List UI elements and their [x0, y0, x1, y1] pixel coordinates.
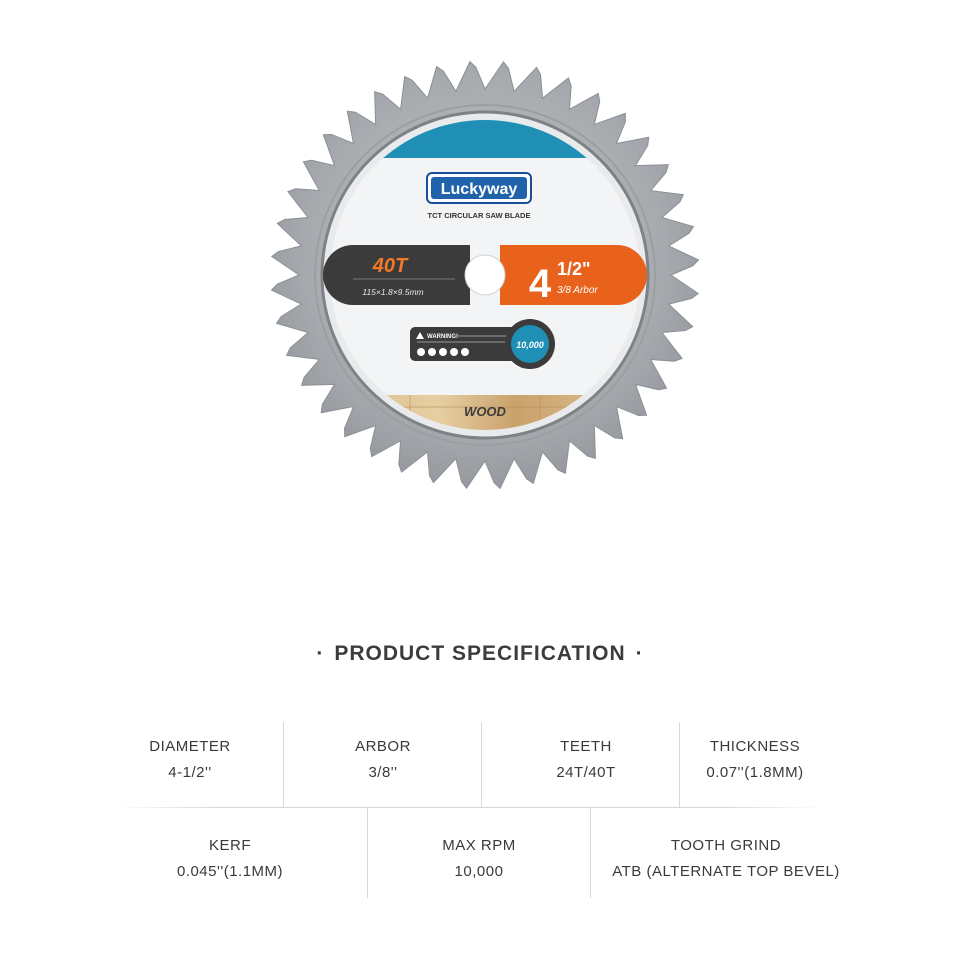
divider — [590, 808, 591, 898]
spec-title-text: PRODUCT SPECIFICATION — [334, 642, 626, 665]
spec-value: 3/8'' — [368, 764, 398, 781]
blade-subtitle: TCT CIRCULAR SAW BLADE — [427, 211, 531, 220]
spec-value: 0.045''(1.1MM) — [176, 863, 284, 880]
spec-arbor — [285, 734, 481, 786]
spec-value: ATB (ALTERNATE TOP BEVEL) — [612, 863, 840, 880]
brand-logo: Luckyway — [440, 181, 518, 198]
spec-value: 4-1/2'' — [168, 764, 212, 781]
spec-label: MAX RPM — [442, 837, 516, 854]
row-divider — [115, 807, 825, 808]
divider — [679, 722, 680, 807]
spec-kerf — [130, 833, 330, 885]
spec-title — [0, 642, 960, 666]
spec-label: THICKNESS — [709, 738, 801, 755]
divider — [367, 808, 368, 898]
spec-tooth-grind — [592, 833, 860, 885]
spec-teeth — [481, 734, 691, 786]
divider — [481, 722, 482, 807]
spec-diameter — [95, 734, 285, 786]
spec-value: 24T/40T — [556, 764, 616, 781]
size-fraction: 1/2" — [557, 259, 591, 279]
saw-blade-image — [265, 55, 705, 495]
spec-label: TEETH — [560, 738, 612, 755]
title-dot-left: · — [316, 642, 325, 665]
spec-label: KERF — [208, 837, 251, 854]
rpm-badge-text: 10,000 — [516, 340, 544, 350]
arbor-hole — [465, 255, 505, 295]
material-label: WOOD — [464, 404, 506, 419]
arbor-label: 3/8 Arbor — [557, 285, 598, 296]
spec-max-rpm — [368, 833, 590, 885]
blade-dimensions: 115×1.8×9.5mm — [362, 287, 424, 297]
spec-value: 0.07''(1.8MM) — [706, 764, 804, 781]
spec-label: DIAMETER — [149, 738, 231, 755]
spec-thickness — [680, 734, 830, 786]
title-dot-right: · — [635, 642, 644, 665]
teeth-badge: 40T — [372, 255, 408, 277]
spec-value: 10,000 — [454, 863, 504, 880]
size-whole: 4 — [528, 262, 552, 306]
spec-label: ARBOR — [355, 738, 411, 755]
divider — [283, 722, 284, 807]
warning-label: WARNING! — [427, 334, 458, 340]
saw-blade-graphic — [265, 55, 705, 495]
spec-label: TOOTH GRIND — [670, 837, 782, 854]
